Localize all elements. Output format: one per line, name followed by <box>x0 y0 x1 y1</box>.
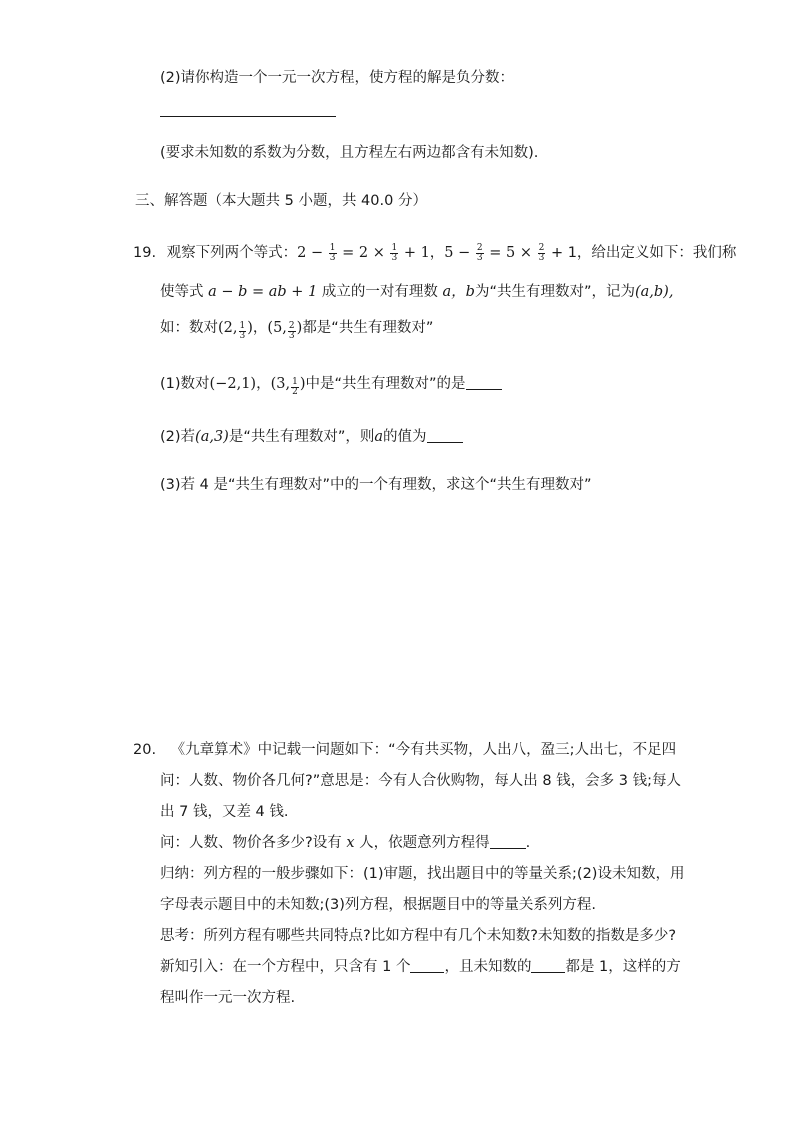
frac-num: 1 <box>391 242 398 253</box>
q20-l5: 归纳：列方程的一般步骤如下：(1)审题，找出题目中的等量关系;(2)设未知数，用 <box>160 866 685 882</box>
q20-equation-blank[interactable] <box>490 834 526 849</box>
q19-part3 <box>160 475 592 495</box>
frac-den: 2 <box>292 387 298 397</box>
frac-num: 2 <box>538 242 545 253</box>
frac-den: 3 <box>538 252 545 263</box>
q19-eq1-a: 2 − <box>297 245 324 261</box>
q19-frac-2-3-a <box>476 244 484 263</box>
q20-number: 20. <box>133 742 157 758</box>
q19-p1-answer-blank[interactable] <box>466 375 502 390</box>
q19-p2-mid: 是“共生有理数对”，则 <box>228 429 375 445</box>
frac-den: 3 <box>391 252 398 263</box>
q19-p1-prefix: (1)数对 <box>160 376 210 392</box>
q19-p1-suffix: 中是“共生有理数对”的是 <box>305 376 466 392</box>
q20-l4-suffix: 人，依题意列方程得 <box>359 835 490 851</box>
q18-answer-line <box>160 116 336 117</box>
q20-l8-suffix: 都是 1，这样的方 <box>565 959 681 975</box>
q19-pair1-open: (2, <box>218 320 238 336</box>
q19-frac-pair2 <box>288 322 296 341</box>
q19-pair2-close: ) <box>296 320 303 336</box>
q19-eq2-b: = 5 × <box>489 245 532 261</box>
q20-l8-mid: ，且未知数的 <box>444 959 532 975</box>
frac-num: 1 <box>239 321 246 331</box>
q20-line6 <box>160 895 596 915</box>
q19-line1 <box>133 243 736 263</box>
q19-part1 <box>160 374 502 397</box>
q20-line5 <box>160 864 684 884</box>
q20-line8 <box>160 957 681 977</box>
q20-unknown-blank[interactable] <box>410 958 444 973</box>
q19-l2-vars: a，b <box>442 284 475 300</box>
q19-l2-prefix: 使等式 <box>160 284 204 300</box>
q20-line2 <box>160 771 681 791</box>
q20-line7 <box>160 926 676 946</box>
q18-part2 <box>160 68 514 88</box>
frac-den: 3 <box>239 331 246 341</box>
q20-l7: 思考：所列方程有哪些共同特点?比如方程中有几个未知数?未知数的指数是多少? <box>160 928 677 944</box>
q19-definition-equation: a − b = ab + 1 <box>208 284 318 300</box>
q20-l4-prefix: 问：人数、物价各多少?设有 <box>160 835 342 851</box>
q19-p3-text: (3)若 4 是“共生有理数对”中的一个有理数，求这个“共生有理数对” <box>160 477 592 493</box>
q19-p2-suffix: 的值为 <box>383 429 427 445</box>
q20-l4-end: . <box>525 835 531 851</box>
q19-eq2-a: 5 − <box>444 245 471 261</box>
q20-l3: 出 7 钱，又差 4 钱. <box>160 804 289 820</box>
q19-eq1-b: = 2 × <box>342 245 385 261</box>
q19-part2 <box>160 427 463 447</box>
q19-l3-prefix: 如：数对 <box>160 320 218 336</box>
q20-line1 <box>133 740 676 760</box>
q19-p1-sep: ， <box>256 376 271 392</box>
q19-line3 <box>160 318 433 341</box>
q19-p1-frac <box>291 378 299 397</box>
q20-line9 <box>160 988 295 1008</box>
q20-line4 <box>160 833 530 853</box>
q19-p1-pair-b-close: ) <box>299 376 306 392</box>
q19-l2-mid2: 为“共生有理数对”，记为 <box>474 284 635 300</box>
frac-den: 3 <box>476 252 483 263</box>
q19-p2-prefix: (2)若 <box>160 429 196 445</box>
frac-num: 2 <box>476 242 483 253</box>
section-title-text: 三、解答题（本大题共 5 小题，共 40.0 分） <box>135 193 427 209</box>
q19-eq2-c: + 1，给出定义如下：我们称 <box>550 245 737 261</box>
q20-l4-var: x <box>346 835 355 851</box>
q19-eq1-c: + 1， <box>403 245 445 261</box>
q18-note-text: (要求未知数的系数为分数，且方程左右两边都含有未知数). <box>160 145 539 161</box>
q19-l3-sep: ， <box>252 320 268 336</box>
q19-p2-pair: (a,3) <box>195 429 229 445</box>
q19-p1-pair-b-open: (3, <box>270 376 291 392</box>
q20-l8-prefix: 新知引入：在一个方程中，只含有 1 个 <box>160 959 411 975</box>
q18-part2-text: (2)请你构造一个一元一次方程，使方程的解是负分数： <box>160 70 515 86</box>
q19-p2-var: a <box>374 429 384 445</box>
q19-p2-answer-blank[interactable] <box>427 428 463 443</box>
q19-p1-pair-a: (−2,1) <box>209 376 257 392</box>
q19-frac-1-3-b <box>390 244 398 263</box>
q19-pair1-close: ) <box>247 320 253 336</box>
q20-l2: 问：人数、物价各几何?”意思是：今有人合伙购物，每人出 8 钱，会多 3 钱;每人 <box>160 773 681 789</box>
q20-l6: 字母表示题目中的未知数;(3)列方程，根据题目中的等量关系列方程. <box>160 897 597 913</box>
q19-frac-1-3-a <box>329 244 337 263</box>
q19-line2 <box>160 282 673 302</box>
section-title <box>135 191 427 211</box>
frac-num: 1 <box>292 377 298 387</box>
frac-den: 3 <box>329 252 336 263</box>
frac-num: 2 <box>288 321 295 331</box>
q19-intro: 观察下列两个等式： <box>166 245 298 261</box>
frac-num: 1 <box>329 242 336 253</box>
q19-l2-pair: (a,b), <box>634 284 674 300</box>
q19-l3-suffix: 都是“共生有理数对” <box>302 320 434 336</box>
q20-exponent-blank[interactable] <box>531 958 565 973</box>
q19-frac-pair1 <box>239 322 247 341</box>
frac-den: 3 <box>288 331 295 341</box>
q19-pair2-open: (5, <box>267 320 287 336</box>
q20-l9: 程叫作一元一次方程. <box>160 990 296 1006</box>
q19-number: 19. <box>133 245 157 261</box>
q19-l2-mid: 成立的一对有理数 <box>321 284 438 300</box>
q20-line3 <box>160 802 289 822</box>
q20-l1: 《九章算术》中记载一问题如下：“今有共买物，人出八，盈三;人出七，不足四 <box>170 742 677 758</box>
q18-note <box>160 143 538 163</box>
q19-frac-2-3-b <box>538 244 546 263</box>
